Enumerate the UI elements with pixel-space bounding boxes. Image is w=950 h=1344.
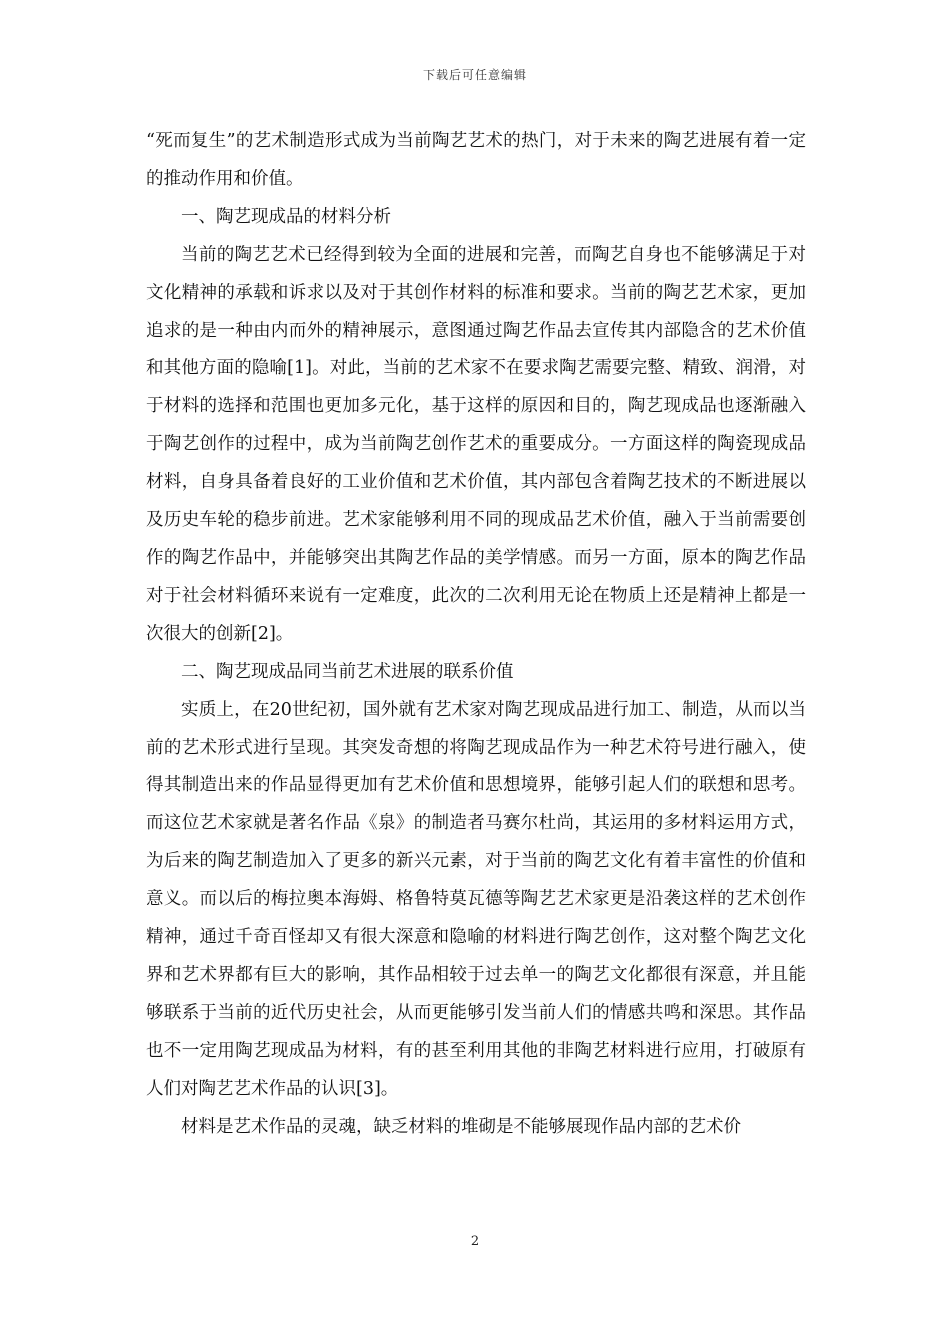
page-number: 2: [470, 1234, 480, 1249]
paragraph-art-relation: 实质上，在20世纪初，国外就有艺术家对陶艺现成品进行加工、制造，从而以当前的艺术形式进行呈现。其突发奇想的将陶艺现成品作为一种艺术符号进行融入，使得其制造出来的作品显得更加有艺术价值和思想境界，能够引起人们的联想和思考。而这位艺术家就是著名作品《泉》的制造者马赛尔杜尚，其运用的多材料运用方式，为后来的陶艺制造加入了更多的新兴元素，对于当前的陶艺文化有着丰富性的价值和意义。而以后的梅拉奥本海姆、格鲁特莫瓦德等陶艺艺术家更是沿袭这样的艺术创作精神，通过千奇百怪却又有很大深意和隐喻的材料进行陶艺创作，这对整个陶艺文化界和艺术界都有巨大的影响，其作品相较于过去单一的陶艺文化都很有深意，并且能够联系于当前的近代历史社会，从而更能够引发当前人们的情感共鸣和深思。其作品也不一定用陶艺现成品为材料，有的甚至利用其他的非陶艺材料进行应用，打破原有人们对陶艺艺术作品的认识[3]。: [146, 699, 806, 1099]
page-header: 下载后可任意编辑: [422, 68, 527, 82]
paragraph-continuation: “死而复生”的艺术制造形式成为当前陶艺艺术的热门，对于未来的陶艺进展有着一定的推动作用和价值。: [146, 131, 806, 189]
paragraph-material-soul: 材料是艺术作品的灵魂，缺乏材料的堆砌是不能够展现作品内部的艺术价: [181, 1116, 741, 1137]
paragraph-material-analysis: 当前的陶艺艺术已经得到较为全面的进展和完善，而陶艺自身也不能够满足于对文化精神的承载和诉求以及对于其创作材料的标准和要求。当前的陶艺艺术家，更加追求的是一种由内而外的精神展示，意图通过陶艺作品去宣传其内部隐含的艺术价值和其他方面的隐喻[1]。对此，当前的艺术家不在要求陶艺需要完整、精致、润滑，对于材料的选择和范围也更加多元化，基于这样的原因和目的，陶艺现成品也逐渐融入于陶艺创作的过程中，成为当前陶艺创作艺术的重要成分。一方面这样的陶瓷现成品材料，自身具备着良好的工业价值和艺术价值，其内部包含着陶艺技术的不断进展以及历史车轮的稳步前进。艺术家能够利用不同的现成品艺术价值，融入于当前需要创作的陶艺作品中，并能够突出其陶艺作品的美学情感。而另一方面，原本的陶艺作品对于社会材料循环来说有一定难度，此次的二次利用无论在物质上还是精神上都是一次很大的创新[2]。: [146, 244, 806, 644]
section-heading-material-analysis: 一、陶艺现成品的材料分析: [181, 206, 391, 227]
document-body: [146, 123, 806, 1146]
section-heading-art-relation: 二、陶艺现成品同当前艺术进展的联系价值: [181, 661, 514, 682]
